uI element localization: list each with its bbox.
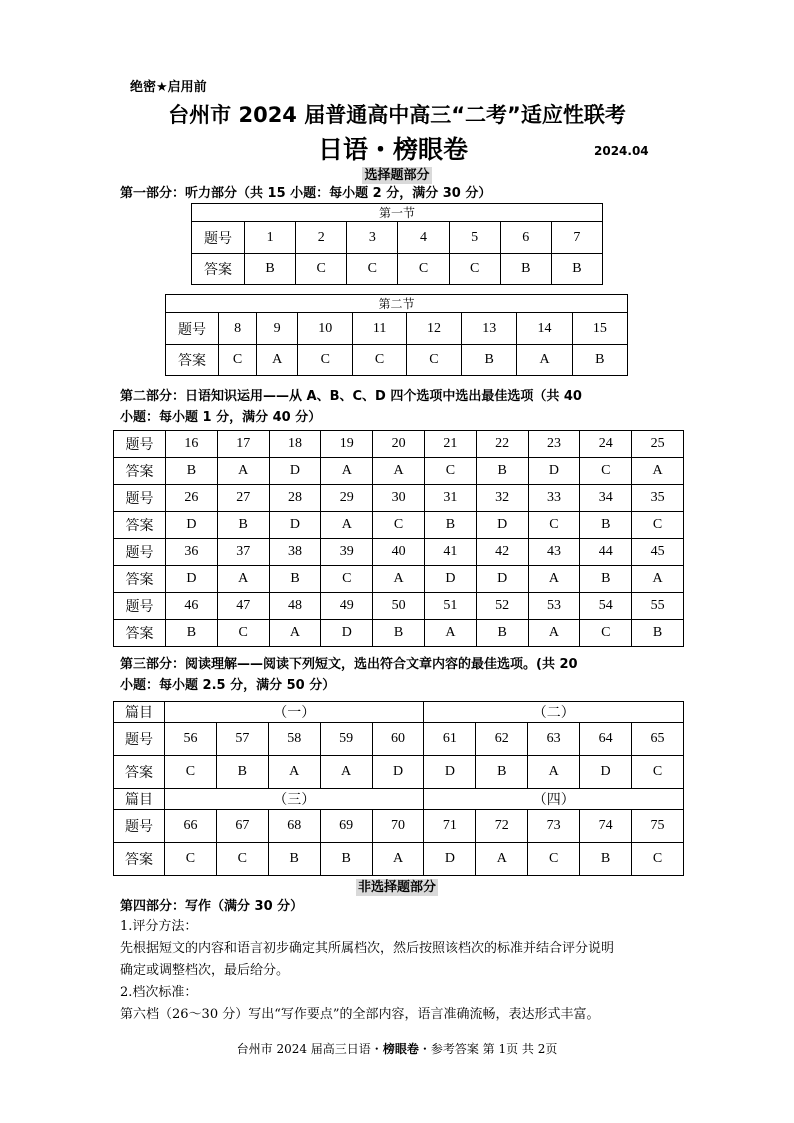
- row-label: 答案: [114, 843, 165, 876]
- question-number-cell: 56: [165, 723, 217, 756]
- question-number-cell: 60: [372, 723, 424, 756]
- row-label: 答案: [114, 458, 166, 485]
- answer-cell: A: [517, 345, 572, 376]
- answer-cell: A: [476, 843, 528, 876]
- question-number-cell: 37: [217, 539, 269, 566]
- answer-cell: C: [528, 843, 580, 876]
- passage-cell: （二）: [424, 702, 684, 723]
- question-number-row: [114, 723, 684, 756]
- row-label: 题号: [192, 222, 245, 254]
- question-number-cell: 59: [320, 723, 372, 756]
- question-number-cell: 8: [219, 313, 257, 345]
- answer-cell: C: [528, 512, 580, 539]
- question-number-row: [114, 539, 684, 566]
- answer-cell: C: [373, 512, 425, 539]
- question-number-row: [166, 313, 628, 345]
- answer-cell: B: [580, 566, 632, 593]
- answer-cell: B: [216, 756, 268, 789]
- row-label: 题号: [114, 485, 166, 512]
- answer-cell: C: [580, 458, 632, 485]
- question-number-cell: 39: [321, 539, 373, 566]
- question-number-cell: 38: [269, 539, 321, 566]
- answer-cell: B: [245, 254, 296, 285]
- answer-cell: C: [580, 620, 632, 647]
- answer-cell: D: [321, 620, 373, 647]
- answer-cell: A: [528, 620, 580, 647]
- question-number-cell: 23: [528, 431, 580, 458]
- question-number-cell: 24: [580, 431, 632, 458]
- question-number-cell: 29: [321, 485, 373, 512]
- question-number-cell: 22: [476, 431, 528, 458]
- row-label: 答案: [114, 512, 166, 539]
- answer-cell: B: [476, 458, 528, 485]
- row-label: 答案: [114, 566, 166, 593]
- passage-row: [114, 702, 684, 723]
- question-number-cell: 20: [373, 431, 425, 458]
- answer-cell: D: [424, 843, 476, 876]
- part3-heading-line2: 小题：每小题 2.5 分，满分 50 分）: [120, 678, 336, 693]
- question-number-cell: 1: [245, 222, 296, 254]
- question-number-cell: 14: [517, 313, 572, 345]
- part1-heading: 第一部分：听力部分（共 15 小题：每小题 2 分，满分 30 分）: [120, 186, 492, 201]
- answer-row: [114, 566, 684, 593]
- question-number-cell: 53: [528, 593, 580, 620]
- answer-cell: B: [269, 566, 321, 593]
- part4-heading: 第四部分：写作（满分 30 分）: [120, 899, 304, 914]
- question-number-row: [114, 593, 684, 620]
- question-number-cell: 2: [296, 222, 347, 254]
- row-label: 篇目: [114, 789, 165, 810]
- question-number-cell: 40: [373, 539, 425, 566]
- answer-cell: B: [500, 254, 551, 285]
- listening-table-section2: [165, 294, 628, 376]
- question-number-cell: 44: [580, 539, 632, 566]
- question-number-row: [114, 810, 684, 843]
- passage-cell: （四）: [424, 789, 684, 810]
- answer-cell: B: [320, 843, 372, 876]
- answer-row: [114, 756, 684, 789]
- answer-cell: C: [217, 620, 269, 647]
- answer-cell: A: [528, 756, 580, 789]
- scoring-line: 1.评分方法：: [120, 919, 198, 934]
- question-number-cell: 72: [476, 810, 528, 843]
- answer-cell: C: [353, 345, 406, 376]
- row-label: 题号: [114, 431, 166, 458]
- question-number-cell: 17: [217, 431, 269, 458]
- question-number-cell: 21: [424, 431, 476, 458]
- answer-cell: A: [373, 566, 425, 593]
- part2-heading-line2: 小题：每小题 1 分，满分 40 分）: [120, 410, 322, 425]
- question-number-cell: 15: [572, 313, 627, 345]
- question-number-cell: 49: [321, 593, 373, 620]
- question-number-cell: 74: [580, 810, 632, 843]
- answer-row: [114, 458, 684, 485]
- listening-table-section1: [191, 203, 603, 285]
- answer-cell: B: [632, 620, 684, 647]
- question-number-cell: 65: [632, 723, 684, 756]
- question-number-cell: 63: [528, 723, 580, 756]
- answer-cell: B: [551, 254, 602, 285]
- row-label: 题号: [114, 539, 166, 566]
- scoring-line: 第六档（26～30 分）写出“写作要点”的全部内容，语言准确流畅，表达形式丰富。: [120, 1007, 600, 1022]
- confidential-label: 绝密★启用前: [130, 80, 207, 95]
- page-footer: [0, 1040, 794, 1057]
- answer-cell: A: [269, 620, 321, 647]
- row-label: 篇目: [114, 702, 165, 723]
- question-number-cell: 66: [165, 810, 217, 843]
- question-number-cell: 71: [424, 810, 476, 843]
- question-number-cell: 9: [257, 313, 298, 345]
- question-number-cell: 48: [269, 593, 321, 620]
- answer-cell: A: [373, 458, 425, 485]
- answer-cell: A: [321, 458, 373, 485]
- question-number-cell: 75: [632, 810, 684, 843]
- answer-cell: B: [580, 843, 632, 876]
- answer-cell: A: [257, 345, 298, 376]
- question-number-row: [192, 222, 603, 254]
- question-number-cell: 51: [424, 593, 476, 620]
- question-number-cell: 64: [580, 723, 632, 756]
- answer-cell: B: [572, 345, 627, 376]
- question-number-cell: 18: [269, 431, 321, 458]
- answer-row: [114, 512, 684, 539]
- question-number-cell: 70: [372, 810, 424, 843]
- question-number-cell: 67: [216, 810, 268, 843]
- answer-cell: C: [219, 345, 257, 376]
- question-number-cell: 16: [166, 431, 218, 458]
- question-number-cell: 46: [166, 593, 218, 620]
- row-label: 题号: [166, 313, 219, 345]
- answer-row: [114, 620, 684, 647]
- answer-cell: A: [632, 458, 684, 485]
- answer-cell: B: [476, 756, 528, 789]
- answer-cell: B: [373, 620, 425, 647]
- answer-cell: A: [268, 756, 320, 789]
- question-number-cell: 3: [347, 222, 398, 254]
- question-number-cell: 45: [632, 539, 684, 566]
- answer-cell: A: [217, 566, 269, 593]
- passage-cell: （一）: [165, 702, 424, 723]
- answer-cell: C: [632, 843, 684, 876]
- footer-suffix: ・参考答案 第 1页 共 2页: [418, 1042, 558, 1056]
- question-number-cell: 32: [476, 485, 528, 512]
- question-number-cell: 58: [268, 723, 320, 756]
- answer-row: [114, 843, 684, 876]
- row-label: 答案: [192, 254, 245, 285]
- answer-cell: C: [347, 254, 398, 285]
- part3-heading: [120, 654, 578, 696]
- answer-cell: B: [166, 458, 218, 485]
- answer-cell: D: [476, 512, 528, 539]
- answer-cell: D: [269, 512, 321, 539]
- answer-cell: C: [298, 345, 353, 376]
- answer-cell: B: [424, 512, 476, 539]
- question-number-cell: 68: [268, 810, 320, 843]
- question-number-cell: 12: [406, 313, 461, 345]
- footer-bold: 榜眼卷: [382, 1042, 419, 1056]
- answer-cell: C: [321, 566, 373, 593]
- answer-cell: A: [632, 566, 684, 593]
- question-number-row: [114, 485, 684, 512]
- reading-answer-table: [113, 701, 684, 876]
- question-number-cell: 36: [166, 539, 218, 566]
- question-number-cell: 54: [580, 593, 632, 620]
- scoring-line: 先根据短文的内容和语言初步确定其所属档次，然后按照该档次的标准并结合评分说明: [120, 941, 615, 956]
- question-number-cell: 47: [217, 593, 269, 620]
- question-number-cell: 69: [320, 810, 372, 843]
- scoring-line: 确定或调整档次，最后给分。: [120, 963, 290, 978]
- answer-cell: A: [320, 756, 372, 789]
- question-number-cell: 33: [528, 485, 580, 512]
- footer-prefix: 台州市 2024 届高三日语・: [236, 1042, 383, 1056]
- answer-cell: A: [321, 512, 373, 539]
- answer-cell: D: [166, 512, 218, 539]
- answer-cell: B: [268, 843, 320, 876]
- scoring-text: [120, 916, 614, 1026]
- exam-subtitle: 日语・榜眼卷: [318, 135, 469, 164]
- answer-cell: A: [424, 620, 476, 647]
- row-label: 题号: [114, 723, 165, 756]
- answer-cell: C: [398, 254, 449, 285]
- answer-cell: D: [372, 756, 424, 789]
- question-number-cell: 31: [424, 485, 476, 512]
- question-number-cell: 55: [632, 593, 684, 620]
- answer-cell: D: [424, 566, 476, 593]
- question-number-cell: 7: [551, 222, 602, 254]
- exam-title: 台州市 2024 届普通高中高三“二考”适应性联考: [168, 103, 626, 127]
- answer-cell: D: [476, 566, 528, 593]
- answer-cell: D: [269, 458, 321, 485]
- question-number-cell: 5: [449, 222, 500, 254]
- question-number-cell: 35: [632, 485, 684, 512]
- answer-cell: C: [424, 458, 476, 485]
- question-number-cell: 26: [166, 485, 218, 512]
- answer-cell: A: [372, 843, 424, 876]
- question-number-cell: 10: [298, 313, 353, 345]
- answer-cell: C: [165, 843, 217, 876]
- question-number-cell: 52: [476, 593, 528, 620]
- answer-cell: A: [217, 458, 269, 485]
- question-number-cell: 4: [398, 222, 449, 254]
- question-number-cell: 34: [580, 485, 632, 512]
- question-number-cell: 25: [632, 431, 684, 458]
- answer-cell: D: [166, 566, 218, 593]
- part3-heading-line1: 第三部分：阅读理解——阅读下列短文，选出符合文章内容的最佳选项。(共 20: [120, 657, 578, 672]
- question-number-cell: 62: [476, 723, 528, 756]
- question-number-cell: 57: [216, 723, 268, 756]
- subjective-section-banner: 非选择题部分: [357, 880, 436, 895]
- part2-heading: [120, 386, 582, 428]
- answer-cell: B: [217, 512, 269, 539]
- question-number-cell: 30: [373, 485, 425, 512]
- question-number-cell: 41: [424, 539, 476, 566]
- question-number-cell: 28: [269, 485, 321, 512]
- question-number-cell: 6: [500, 222, 551, 254]
- knowledge-answer-table: [113, 430, 684, 647]
- row-label: 题号: [114, 593, 166, 620]
- question-number-cell: 19: [321, 431, 373, 458]
- answer-row: [166, 345, 628, 376]
- row-label: 题号: [114, 810, 165, 843]
- answer-cell: D: [528, 458, 580, 485]
- answer-cell: C: [449, 254, 500, 285]
- row-label: 答案: [114, 756, 165, 789]
- passage-row: [114, 789, 684, 810]
- scoring-line: 2.档次标准：: [120, 985, 198, 1000]
- answer-cell: C: [165, 756, 217, 789]
- answer-cell: C: [406, 345, 461, 376]
- answer-cell: C: [296, 254, 347, 285]
- answer-cell: B: [166, 620, 218, 647]
- row-label: 答案: [166, 345, 219, 376]
- question-number-cell: 27: [217, 485, 269, 512]
- question-number-cell: 11: [353, 313, 406, 345]
- question-number-cell: 13: [462, 313, 517, 345]
- table-caption: 第二节: [166, 295, 628, 313]
- answer-cell: B: [580, 512, 632, 539]
- objective-section-banner: 选择题部分: [364, 168, 430, 183]
- answer-cell: D: [580, 756, 632, 789]
- answer-row: [192, 254, 603, 285]
- answer-cell: C: [632, 756, 684, 789]
- answer-cell: D: [424, 756, 476, 789]
- answer-cell: B: [462, 345, 517, 376]
- table-caption: 第一节: [192, 204, 603, 222]
- question-number-cell: 50: [373, 593, 425, 620]
- question-number-row: [114, 431, 684, 458]
- answer-cell: B: [476, 620, 528, 647]
- row-label: 答案: [114, 620, 166, 647]
- answer-cell: A: [528, 566, 580, 593]
- question-number-cell: 43: [528, 539, 580, 566]
- passage-cell: （三）: [165, 789, 424, 810]
- answer-cell: C: [216, 843, 268, 876]
- exam-date: 2024.04: [594, 144, 649, 158]
- answer-cell: C: [632, 512, 684, 539]
- part2-heading-line1: 第二部分：日语知识运用——从 A、B、C、D 四个选项中选出最佳选项（共 40: [120, 389, 582, 404]
- question-number-cell: 42: [476, 539, 528, 566]
- question-number-cell: 73: [528, 810, 580, 843]
- question-number-cell: 61: [424, 723, 476, 756]
